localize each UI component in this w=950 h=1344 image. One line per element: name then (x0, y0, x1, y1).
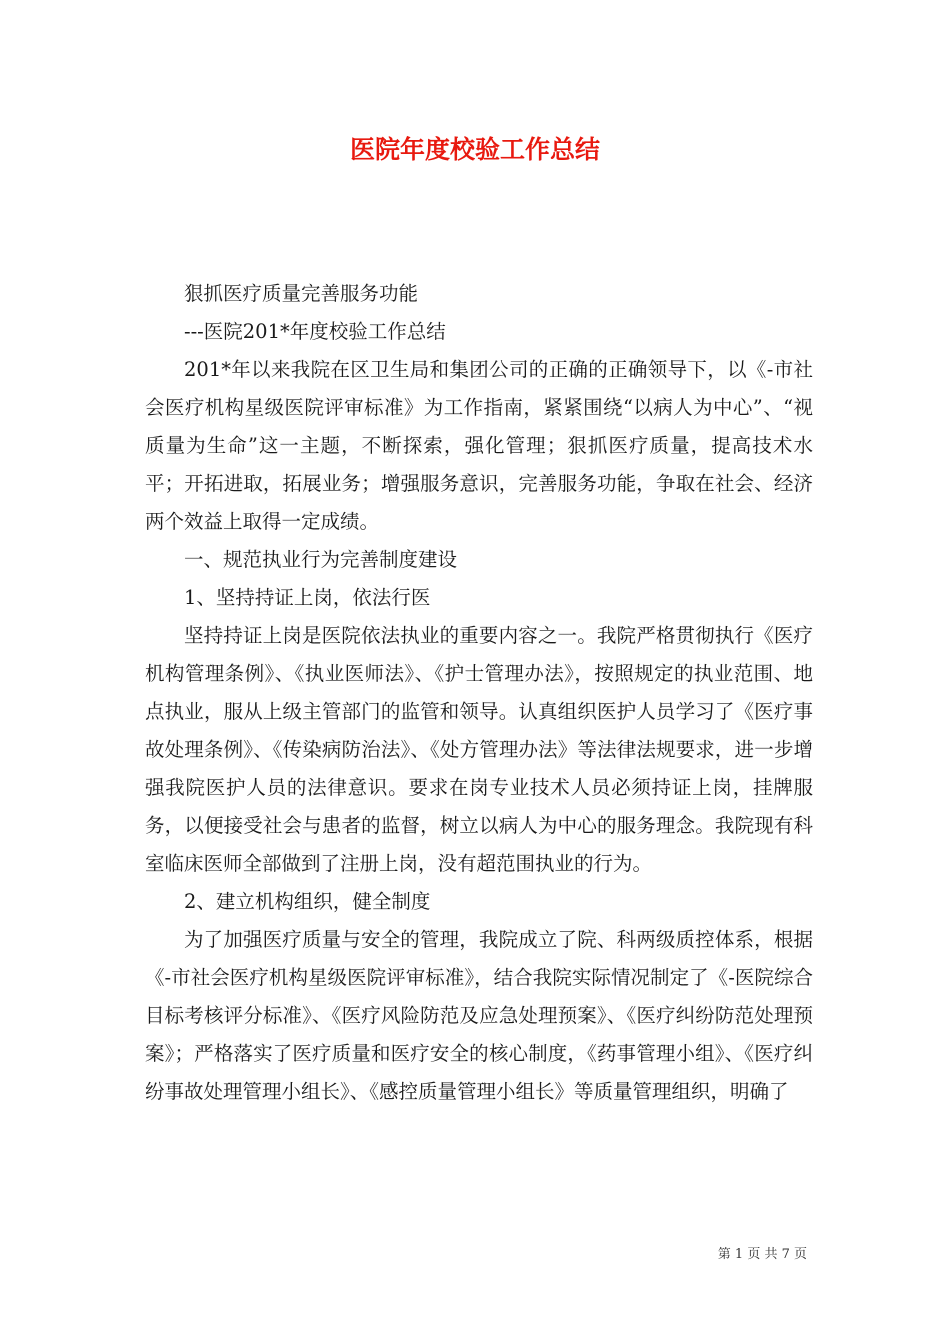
subsection-heading: 1、坚持持证上岗，依法行医 (184, 586, 431, 609)
page-number-footer: 第 1 页 共 7 页 (717, 1247, 807, 1262)
subtitle-line: ---医院201*年度校验工作总结 (184, 320, 446, 343)
document-title: 医院年度校验工作总结 (349, 135, 600, 164)
subtitle-line: 狠抓医疗质量完善服务功能 (184, 282, 419, 305)
body-paragraph: 坚持持证上岗是医院依法执业的重要内容之一。我院严格贯彻执行《医疗机构管理条例》、《执业医师法》、《护士管理办法》，按照规定的执业范围、地点执业，服从上级主管部门的监管和领导。认真组织医护人员学习了《医疗事故处理条例》、《传染病防治法》、《处方管理办法》等法律法规要求，进一步增强我院医护人员的法律意识。要求在岗专业技术人员必须持证上岗，挂牌服务，以便接受社会与患者的监督，树立以病人为中心的服务理念。我院现有科室临床医师全部做到了注册上岗，没有超范围执业的行为。 (145, 624, 813, 875)
subsection-heading: 2、建立机构组织，健全制度 (184, 890, 431, 913)
body-paragraph: 为了加强医疗质量与安全的管理，我院成立了院、科两级质控体系，根据《-市社会医疗机构星级医院评审标准》，结合我院实际情况制定了《-医院综合目标考核评分标准》、《医疗风险防范及应急处理预案》、《医疗纠纷防范处理预案》；严格落实了医疗质量和医疗安全的核心制度，《药事管理小组》、《医疗纠纷事故处理管理小组长》、《感控质量管理小组长》等质量管理组织，明确了 (145, 928, 813, 1103)
section-heading: 一、规范执业行为完善制度建设 (184, 548, 458, 571)
document-body (145, 275, 813, 1111)
body-paragraph: 201*年以来我院在区卫生局和集团公司的正确的正确领导下，以《-市社会医疗机构星级医院评审标准》为工作指南，紧紧围绕“以病人为中心”、“视质量为生命”这一主题，不断探索，强化管理；狠抓医疗质量，提高技术水平；开拓进取，拓展业务；增强服务意识，完善服务功能，争取在社会、经济两个效益上取得一定成绩。 (145, 358, 813, 533)
